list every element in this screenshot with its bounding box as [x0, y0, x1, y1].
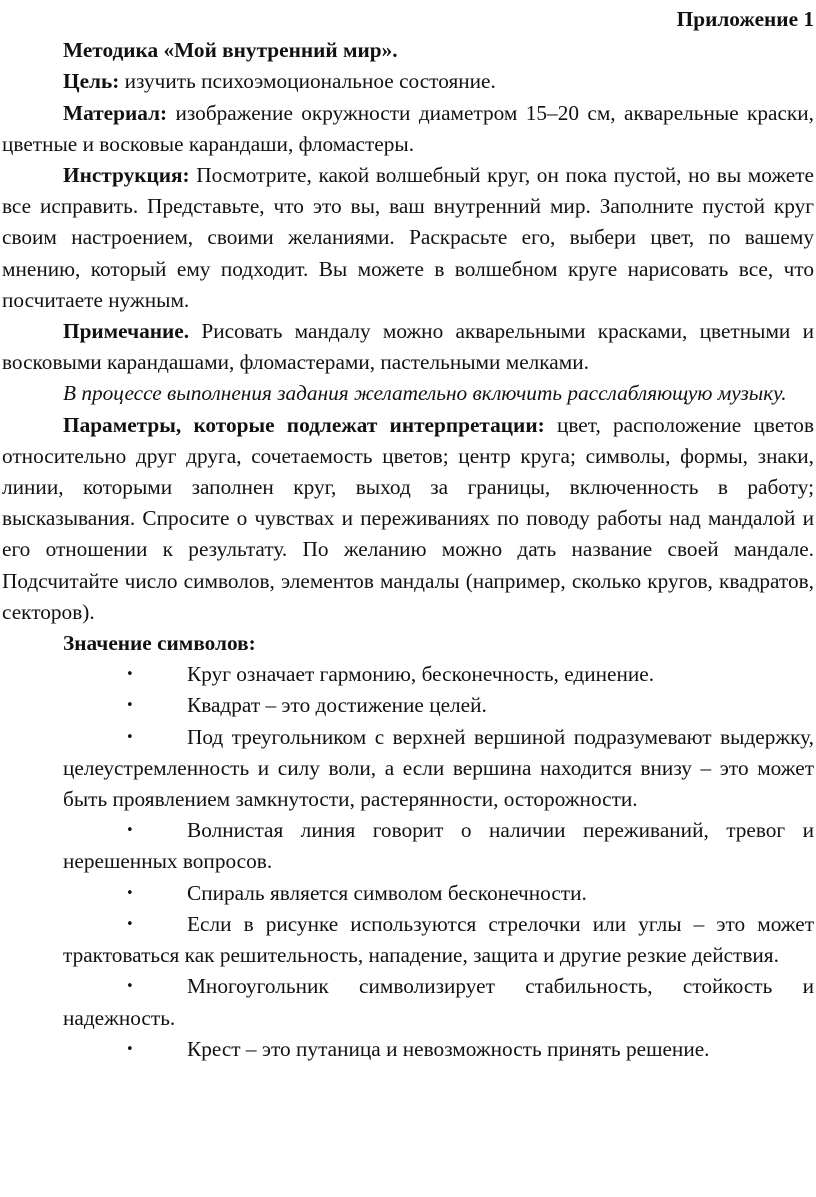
instruction-label: Инструкция: — [63, 163, 190, 188]
material-text: изображение окружности диаметром 15–20 см, акварельные краски, цветные и восковые карандаши, фломастеры. — [2, 100, 814, 156]
note-text: Рисовать мандалу можно акварельными красками, цветными и восковыми карандашами, фломастерами, пастельными мелками. — [2, 319, 814, 375]
bullet-icon: • — [126, 667, 134, 683]
goal-paragraph — [2, 66, 814, 97]
parameters-label: Параметры, которые подлежат интерпретации: — [63, 412, 545, 437]
list-item — [2, 722, 814, 816]
method-title: Методика «Мой внутренний мир». — [63, 38, 398, 63]
list-item — [2, 659, 814, 690]
bullet-icon: • — [126, 979, 134, 995]
appendix-label: Приложение 1 — [676, 7, 814, 31]
list-item — [2, 878, 814, 909]
list-item-text: Если в рисунке используются стрелочки или углы – это может трактоваться как решительность, нападение, защита и другие резкие действия. — [63, 911, 814, 968]
goal-label: Цель: — [63, 69, 120, 94]
list-item — [2, 690, 814, 721]
list-item — [2, 971, 814, 1033]
music-note: В процессе выполнения задания желательно включить расслабляющую музыку. — [63, 381, 787, 406]
material-paragraph — [2, 98, 814, 160]
list-item-text: Крест – это путаница и невозможность принять решение. — [187, 1036, 710, 1061]
bullet-icon: • — [126, 916, 134, 932]
list-item-text: Квадрат – это достижение целей. — [187, 693, 487, 718]
instruction-text: Посмотрите, какой волшебный круг, он пока пустой, но вы можете все исправить. Представьте, что это вы, ваш внутренний мир. Заполните пустой круг своим настроением, своими желаниями. Раскрасьте его, выбери цвет, по вашему мнению, который ему подходит. Вы можете в волшебном круге нарисовать все, что посчитаете нужным. — [2, 163, 814, 312]
list-item — [2, 909, 814, 971]
list-item — [2, 815, 814, 877]
goal-text: изучить психоэмоциональное состояние. — [119, 69, 496, 94]
list-item-text: Многоугольник символизирует стабильность, стойкость и надежность. — [63, 974, 814, 1030]
parameters-paragraph — [2, 410, 814, 628]
list-item-text: Волнистая линия говорит о наличии переживаний, тревог и нерешенных вопросов. — [63, 818, 814, 874]
note-label: Примечание. — [63, 319, 190, 344]
bullet-icon: • — [126, 885, 134, 901]
note-paragraph — [2, 316, 814, 378]
material-label: Материал: — [63, 100, 168, 125]
bullet-icon: • — [126, 729, 134, 745]
bullet-icon: • — [126, 698, 134, 714]
bullet-icon: • — [126, 823, 134, 839]
parameters-text: цвет, расположение цветов относительно друг друга, сочетаемость цветов; центр круга; символы, формы, знаки, линии, которыми заполнен круг, выход за границы, включенность в работу; высказывания. Спросите о чувствах и переживаниях по поводу работы над мандалой и его отношении к результату. По желанию можно дать название своей мандале. Подсчитайте число символов, элементов мандалы (например, сколько кругов, квадратов, секторов). — [2, 412, 814, 624]
symbols-heading: Значение символов: — [63, 631, 256, 656]
bullet-icon: • — [126, 1041, 134, 1057]
symbols-list — [2, 659, 814, 1065]
list-item-text: Круг означает гармонию, бесконечность, единение. — [187, 662, 655, 687]
list-item-text: Под треугольником с верхней вершиной подразумевают выдержку, целеустремленность и силу воли, а если вершина находится внизу – это может быть проявлением замкнутости, растерянности, осторожности. — [63, 724, 814, 812]
instruction-paragraph — [2, 160, 814, 316]
list-item-text: Спираль является символом бесконечности. — [187, 880, 587, 905]
list-item — [2, 1034, 814, 1065]
